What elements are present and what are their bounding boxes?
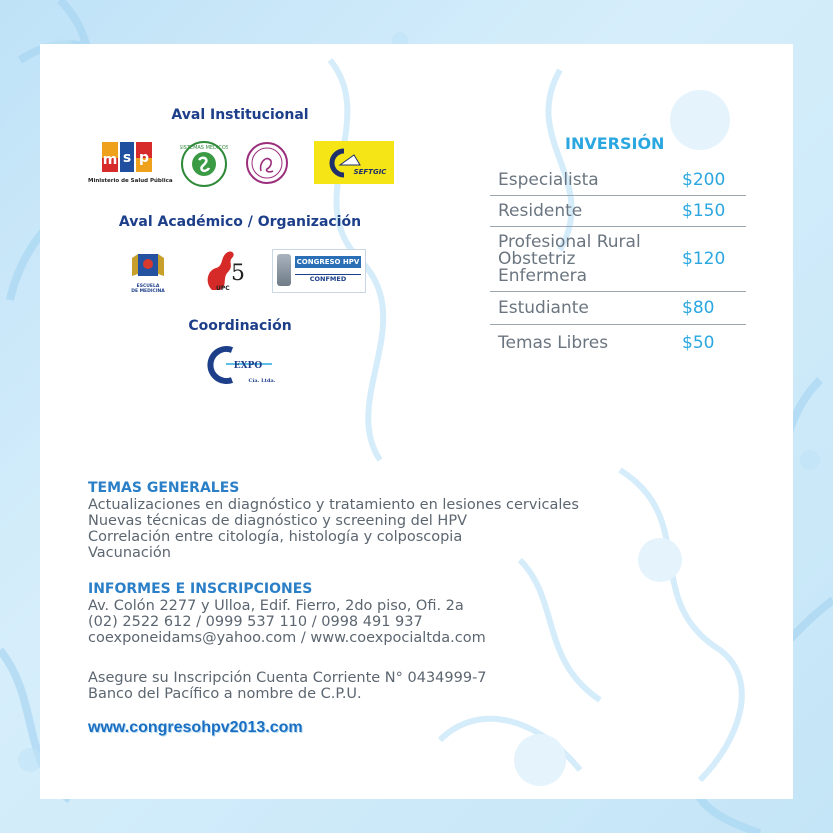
- temas-item: Correlación entre citología, histología y colposcopia: [88, 529, 463, 545]
- price-value: $150: [682, 201, 726, 221]
- price-label: Estudiante: [498, 297, 589, 318]
- svg-text:UPC: UPC: [216, 285, 230, 292]
- confmed-caption: CONFMED: [295, 274, 361, 283]
- escuela-medicina-logo: [122, 250, 174, 294]
- seftgic-logo: [314, 141, 394, 184]
- msp-caption: Ministerio de Salud Pública: [88, 178, 173, 184]
- coordinacion-title: Coordinación: [188, 318, 292, 334]
- temas-title: TEMAS GENERALES: [88, 480, 240, 496]
- seftgic-caption: SEFTGIC: [353, 168, 387, 176]
- temas-list: [88, 497, 579, 561]
- price-row: [490, 325, 746, 361]
- payment-bank: Banco del Pacífico a nombre de C.P.U.: [88, 686, 362, 702]
- website-link[interactable]: www.congresohpv2013.com: [88, 719, 303, 736]
- informes-emails: coexponeidams@yahoo.com / www.coexpocialtda.com: [88, 630, 486, 646]
- svg-text:m: m: [102, 152, 118, 168]
- informes-address: Av. Colón 2277 y Ulloa, Edif. Fierro, 2do piso, Ofi. 2a: [88, 598, 464, 614]
- escuela-caption: ESCUELA DE MEDICINA: [131, 284, 165, 294]
- caduceus-icon: [277, 254, 291, 286]
- sistemas-medicos-logo: [180, 140, 228, 188]
- price-value: $200: [682, 170, 726, 190]
- price-row: [490, 227, 746, 292]
- price-value: $80: [682, 298, 715, 318]
- aval-academico-title: Aval Académico / Organización: [118, 214, 362, 230]
- informes-list: [88, 598, 486, 646]
- temas-item: Actualizaciones en diagnóstico y tratamiento en lesiones cervicales: [88, 497, 579, 513]
- price-label: Profesional Rural Obstetriz Enfermera: [498, 231, 641, 286]
- circular-seal-logo: [245, 141, 289, 185]
- price-label: Residente: [498, 200, 583, 221]
- temas-item: Vacunación: [88, 545, 171, 561]
- payment-account: Asegure su Inscripción Cuenta Corriente N° 0434999-7: [88, 670, 487, 686]
- temas-item: Nuevas técnicas de diagnóstico y screening del HPV: [88, 513, 467, 529]
- svg-text:5: 5: [231, 261, 245, 286]
- svg-text:p: p: [138, 150, 150, 166]
- svg-text:s: s: [122, 150, 132, 166]
- price-row: [490, 196, 746, 227]
- congreso-hpv-logo: [272, 249, 366, 293]
- dragon-logo: [198, 246, 248, 296]
- informes-title: INFORMES E INSCRIPCIONES: [88, 581, 313, 597]
- price-row: [490, 292, 746, 325]
- payment-info: [88, 670, 487, 702]
- coexpo-subcaption: Cía. Ltda.: [248, 378, 276, 384]
- coexpo-caption: EXPO: [233, 361, 263, 371]
- informes-phones: (02) 2522 612 / 0999 537 110 / 0998 491 937: [88, 614, 423, 630]
- congreso-hpv-caption: CONGRESO HPV: [296, 258, 360, 266]
- price-label: Temas Libres: [498, 332, 609, 353]
- price-table: [490, 165, 746, 361]
- price-value: $50: [682, 333, 715, 353]
- inversion-title: INVERSIÓN: [565, 134, 665, 153]
- price-label: Especialista: [498, 169, 599, 190]
- price-row: [490, 165, 746, 196]
- price-value: $120: [682, 249, 726, 269]
- svg-text:SISTEMAS MEDICOS: SISTEMAS MEDICOS: [180, 145, 228, 151]
- coexpo-logo: [202, 344, 282, 386]
- msp-logo: [88, 140, 173, 188]
- aval-institucional-title: Aval Institucional: [171, 107, 309, 123]
